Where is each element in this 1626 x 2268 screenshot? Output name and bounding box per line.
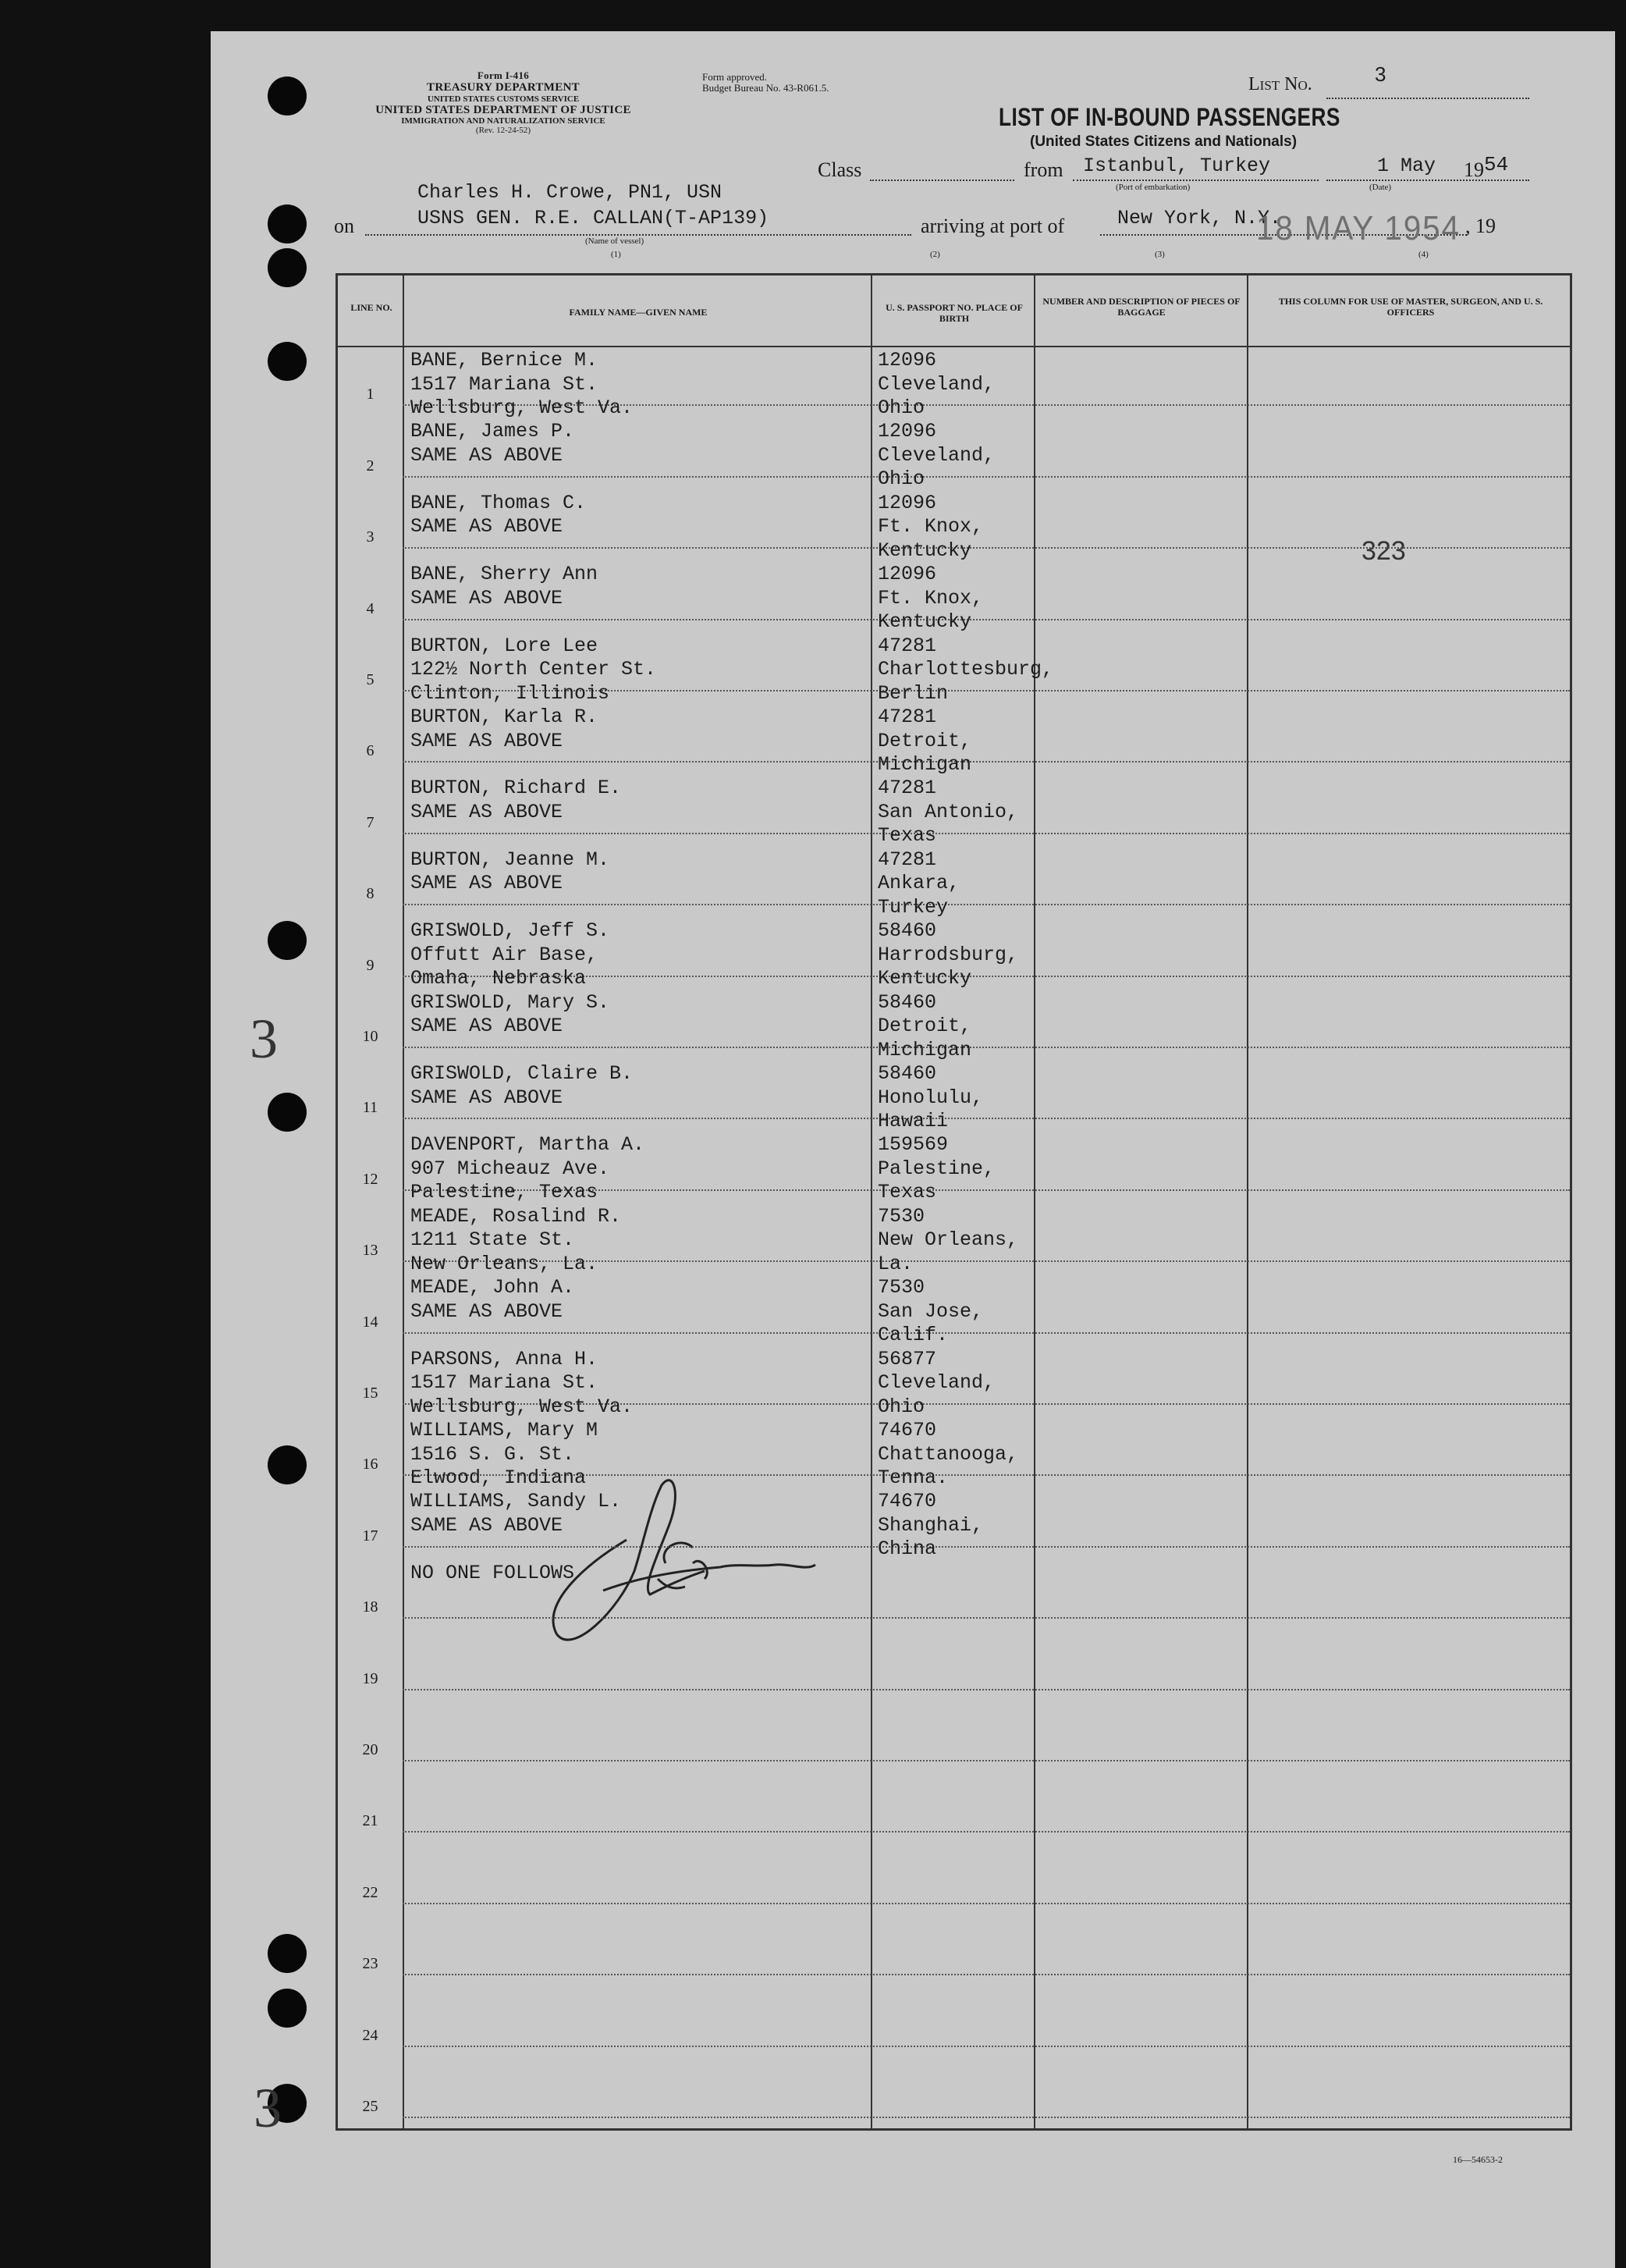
passport-birthplace <box>878 991 971 1063</box>
place-of-birth: New Orleans, <box>878 1228 1019 1252</box>
passenger-name: MEADE, John A. <box>410 1276 575 1299</box>
embark-line <box>1073 180 1319 181</box>
place-of-birth: La. <box>878 1252 914 1275</box>
row-rule <box>403 1974 1570 1975</box>
from-label: from <box>1024 158 1063 181</box>
line-number: 8 <box>366 885 375 903</box>
reporting-officer: Charles H. Crowe, PN1, USN <box>417 181 722 204</box>
passenger-name: WILLIAMS, Mary M <box>410 1419 598 1441</box>
passenger-address: 122½ North Center St. <box>410 658 657 681</box>
passport-birthplace <box>878 349 995 421</box>
passport-number: 7530 <box>878 1276 925 1299</box>
place-of-birth: Kentucky <box>878 610 972 634</box>
passenger-entry <box>410 1205 621 1277</box>
line-number: 12 <box>362 1170 378 1188</box>
punch-hole <box>268 1934 307 1973</box>
passport-number: 47281 <box>878 848 937 871</box>
passport-birthplace <box>878 1276 983 1348</box>
place-of-birth: Calif. <box>878 1324 949 1347</box>
passenger-address: 1517 Mariana St. <box>410 1371 598 1395</box>
passport-number: 47281 <box>878 777 937 800</box>
place-of-birth: Texas <box>878 1181 937 1204</box>
row-rule <box>403 1118 1570 1119</box>
row-rule <box>403 619 1570 620</box>
place-of-birth: Ft. Knox, <box>878 515 984 539</box>
line-number: 4 <box>366 599 375 617</box>
line-number: 24 <box>362 2026 378 2044</box>
margin-note: 3 <box>250 1008 278 1070</box>
passenger-name: BURTON, Lore Lee <box>410 634 598 657</box>
passport-birthplace <box>878 919 1018 991</box>
passenger-address: 1517 Mariana St. <box>410 372 598 396</box>
line-number: 6 <box>366 742 375 760</box>
customs-service: UNITED STATES CUSTOMS SERVICE <box>427 94 580 104</box>
passport-number: 12096 <box>878 563 937 586</box>
passport-birthplace <box>878 1348 995 1420</box>
date-line <box>1326 180 1529 181</box>
passport-number: 58460 <box>878 919 937 943</box>
form-approval <box>702 72 829 94</box>
passenger-address: 907 Micheauz Ave. <box>410 1157 610 1180</box>
punch-hole <box>268 1445 307 1484</box>
no-one-follows: NO ONE FOLLOWS <box>410 1562 575 1584</box>
passenger-entry <box>410 563 598 610</box>
passport-number: 58460 <box>878 990 937 1014</box>
passport-birthplace <box>878 706 971 777</box>
place-of-birth: San Antonio, <box>878 800 1019 823</box>
row-rule <box>403 1903 1570 1904</box>
place-of-birth: Ohio <box>878 467 925 491</box>
line-number: 15 <box>362 1385 378 1402</box>
form-header-left <box>324 70 683 136</box>
passport-birthplace <box>878 1205 1018 1277</box>
line-number: 7 <box>366 813 375 831</box>
passenger-entry <box>410 1062 633 1110</box>
place-of-birth: Detroit, <box>878 1015 972 1038</box>
row-rule <box>403 1047 1570 1048</box>
page-subtitle: (United States Citizens and Nationals) <box>1030 133 1298 150</box>
revision-date: (Rev. 12-24-52) <box>475 126 531 136</box>
passenger-address: SAME AS ABOVE <box>410 1086 563 1109</box>
line-number: 1 <box>366 386 375 403</box>
col-divider <box>1247 276 1248 2128</box>
row-rule <box>403 1831 1570 1833</box>
passenger-address: Wellsburg, West Va. <box>410 396 634 419</box>
passenger-entry <box>410 1490 621 1537</box>
passport-number: 47281 <box>878 706 937 728</box>
place-of-birth: Charlottesburg, <box>878 658 1054 681</box>
place-of-birth: Hawaii <box>878 1110 949 1132</box>
passport-number: 74670 <box>878 1490 937 1513</box>
row-rule <box>403 2117 1570 2118</box>
passenger-address: Elwood, Indiana <box>410 1466 587 1489</box>
passenger-name: BANE, Bernice M. <box>410 349 598 371</box>
place-of-birth: Tenna. <box>878 1466 949 1489</box>
passenger-address: Clinton, Illinois <box>410 681 610 705</box>
place-of-birth: Harrodsburg, <box>878 943 1019 966</box>
col-divider <box>871 276 872 2128</box>
footer-code: 16—54653-2 <box>1453 2154 1503 2165</box>
passenger-entry <box>410 848 609 896</box>
caption-3: (3) <box>1155 250 1165 259</box>
passport-birthplace <box>878 563 983 635</box>
passenger-address: SAME AS ABOVE <box>410 729 563 752</box>
treasury-dept: TREASURY DEPARTMENT <box>427 81 580 94</box>
passenger-entry <box>410 1133 644 1205</box>
passport-number: 12096 <box>878 491 937 514</box>
passenger-name: BURTON, Richard E. <box>410 777 622 800</box>
line-number: 21 <box>362 1812 378 1830</box>
passenger-address: 1516 S. G. St. <box>410 1442 575 1466</box>
on-label: on <box>334 215 354 237</box>
place-of-birth: Ohio <box>878 1395 925 1418</box>
passenger-name: GRISWOLD, Mary S. <box>410 990 610 1014</box>
passenger-address: SAME AS ABOVE <box>410 800 563 823</box>
place-of-birth: Palestine, <box>878 1157 996 1180</box>
row-rule <box>403 1617 1570 1619</box>
place-of-birth: Kentucky <box>878 967 972 990</box>
col-header-officers: THIS COLUMN FOR USE OF MASTER, SURGEON, AND U. S. OFFICERS <box>1278 296 1543 318</box>
passenger-entry <box>410 1348 633 1420</box>
embark-caption: (Port of embarkation) <box>1116 183 1191 192</box>
col-header-passport: U. S. PASSPORT NO. PLACE OF BIRTH <box>886 302 1023 325</box>
line-number: 5 <box>366 671 375 688</box>
place-of-birth: Shanghai, <box>878 1513 984 1537</box>
line-number: 16 <box>362 1456 378 1473</box>
col-divider <box>1034 276 1035 2128</box>
line-number: 14 <box>362 1313 378 1331</box>
passport-birthplace <box>878 635 1053 706</box>
passport-birthplace <box>878 420 995 492</box>
class-label: Class <box>818 158 862 181</box>
passenger-entry <box>410 420 574 467</box>
punch-hole <box>268 1093 307 1132</box>
passenger-entry <box>410 1419 598 1491</box>
embark-date: 1 May <box>1377 155 1436 177</box>
place-of-birth: Ft. Knox, <box>878 586 984 610</box>
passenger-entry <box>410 1276 574 1324</box>
line-number: 19 <box>362 1669 378 1687</box>
passenger-address: SAME AS ABOVE <box>410 1015 563 1038</box>
row-rule <box>403 904 1570 905</box>
header-rule <box>338 346 1570 347</box>
col-header-baggage: NUMBER AND DESCRIPTION OF PIECES OF BAGGAGE <box>1042 296 1241 318</box>
officer-note: 323 <box>1362 536 1406 566</box>
justice-dept: UNITED STATES DEPARTMENT OF JUSTICE <box>375 103 631 116</box>
form-number: Form I-416 <box>477 69 530 81</box>
passport-birthplace <box>878 848 960 920</box>
passport-number: 56877 <box>878 1347 937 1370</box>
line-number: 25 <box>362 2098 378 2115</box>
vessel-name: USNS GEN. R.E. CALLAN(T-AP139) <box>417 207 769 229</box>
passenger-address: 1211 State St. <box>410 1228 575 1252</box>
approved-text: Form approved. <box>702 71 768 83</box>
passenger-name: BURTON, Jeanne M. <box>410 848 610 871</box>
place-of-birth: Michigan <box>878 753 972 776</box>
line-number: 3 <box>366 528 375 546</box>
col-divider <box>403 276 404 2128</box>
passenger-address: SAME AS ABOVE <box>410 1513 563 1537</box>
caption-1: (1) <box>611 250 621 259</box>
caption-2: (2) <box>930 250 940 259</box>
col-header-name: FAMILY NAME—GIVEN NAME <box>569 307 708 318</box>
passenger-name: BANE, Sherry Ann <box>410 563 598 586</box>
punch-hole <box>268 1989 307 2028</box>
punch-hole <box>268 76 307 116</box>
line-number: 9 <box>366 956 375 974</box>
passenger-address: Omaha, Nebraska <box>410 967 587 990</box>
passport-birthplace <box>878 1133 995 1205</box>
passenger-name: GRISWOLD, Claire B. <box>410 1062 634 1085</box>
row-rule <box>403 547 1570 549</box>
passport-number: 159569 <box>878 1133 949 1157</box>
passenger-entry <box>410 492 586 539</box>
passenger-address: Palestine, Texas <box>410 1181 598 1204</box>
passenger-address: SAME AS ABOVE <box>410 872 563 895</box>
place-of-birth: Michigan <box>878 1038 972 1061</box>
margin-note: 3 <box>254 2077 282 2139</box>
vessel-caption: (Name of vessel) <box>585 236 644 246</box>
passenger-entry <box>410 777 621 824</box>
passport-birthplace <box>878 1490 983 1562</box>
passenger-name: DAVENPORT, Martha A. <box>410 1133 645 1157</box>
place-of-birth: Cleveland, <box>878 372 996 396</box>
passport-number: 58460 <box>878 1062 937 1085</box>
punch-hole <box>268 204 307 244</box>
passenger-name: WILLIAMS, Sandy L. <box>410 1490 622 1513</box>
place-of-birth: Cleveland, <box>878 1371 996 1395</box>
line-number: 13 <box>362 1242 378 1260</box>
passenger-address: Offutt Air Base, <box>410 943 598 966</box>
place-of-birth: Detroit, <box>878 729 972 752</box>
passport-number: 47281 <box>878 634 937 657</box>
punch-hole <box>268 921 307 960</box>
passport-birthplace <box>878 777 1018 848</box>
passenger-address: SAME AS ABOVE <box>410 586 563 610</box>
list-no-line <box>1326 98 1529 99</box>
line-number: 22 <box>362 1883 378 1901</box>
arriving-label: arriving at port of <box>921 215 1065 237</box>
passport-birthplace <box>878 492 983 563</box>
place-of-birth: Texas <box>878 824 937 848</box>
passenger-name: BANE, James P. <box>410 420 575 443</box>
passenger-entry <box>410 635 656 706</box>
vessel-line <box>365 234 911 236</box>
passenger-address: New Orleans, La. <box>410 1252 598 1275</box>
line-number: 23 <box>362 1955 378 1973</box>
year-suffix: 54 <box>1484 153 1509 176</box>
caption-4: (4) <box>1418 250 1429 259</box>
passport-number: 7530 <box>878 1204 925 1228</box>
row-rule <box>403 761 1570 763</box>
place-of-birth: Ohio <box>878 396 925 419</box>
passenger-name: PARSONS, Anna H. <box>410 1347 598 1370</box>
list-no: 3 <box>1375 62 1386 86</box>
port-of-embarkation: Istanbul, Turkey <box>1083 155 1271 177</box>
passport-number: 12096 <box>878 420 937 443</box>
passenger-name: GRISWOLD, Jeff S. <box>410 919 610 943</box>
place-of-birth: Cleveland, <box>878 443 996 467</box>
arrival-port: New York, N.Y. <box>1117 207 1282 229</box>
year-trailer: , 19 <box>1465 215 1496 237</box>
line-number: 2 <box>366 457 375 475</box>
passenger-entry <box>410 991 609 1039</box>
row-rule <box>403 2046 1570 2047</box>
passenger-address: Wellsburg, West Va. <box>410 1395 634 1418</box>
list-no-label: List No. <box>1248 74 1312 94</box>
row-rule <box>403 1546 1570 1548</box>
year-prefix: 19 <box>1464 158 1484 181</box>
place-of-birth: Ankara, <box>878 872 960 895</box>
line-number: 18 <box>362 1598 378 1616</box>
line-number: 20 <box>362 1741 378 1758</box>
passenger-name: MEADE, Rosalind R. <box>410 1204 622 1228</box>
passport-birthplace <box>878 1062 983 1134</box>
passenger-table <box>335 273 1572 2131</box>
passenger-address: SAME AS ABOVE <box>410 515 563 539</box>
passenger-entry <box>410 706 598 753</box>
passenger-address: SAME AS ABOVE <box>410 1299 563 1323</box>
place-of-birth: China <box>878 1537 937 1561</box>
place-of-birth: Turkey <box>878 895 949 919</box>
line-number: 11 <box>362 1099 378 1117</box>
line-number: 17 <box>362 1527 378 1545</box>
page-title: LIST OF IN-BOUND PASSENGERS <box>999 103 1340 131</box>
arrival-date-stamp: 18 MAY 1954 <box>1256 209 1461 247</box>
passport-number: 12096 <box>878 349 937 371</box>
row-rule <box>403 1760 1570 1761</box>
place-of-birth: Chattanooga, <box>878 1442 1019 1466</box>
budget-text: Budget Bureau No. 43-R061.5. <box>702 82 829 94</box>
passenger-entry <box>410 349 633 421</box>
passport-number: 74670 <box>878 1419 937 1441</box>
date-caption: (Date) <box>1369 183 1392 192</box>
place-of-birth: Honolulu, <box>878 1086 984 1109</box>
passport-birthplace <box>878 1419 1018 1491</box>
class-line <box>870 180 1014 181</box>
col-header-line-no: LINE NO. <box>350 302 392 313</box>
passenger-name: BANE, Thomas C. <box>410 491 587 514</box>
punch-hole <box>268 342 307 381</box>
row-rule <box>403 1689 1570 1690</box>
place-of-birth: Berlin <box>878 681 949 705</box>
passenger-name: BURTON, Karla R. <box>410 706 598 728</box>
place-of-birth: Kentucky <box>878 539 972 562</box>
punch-hole <box>268 248 307 287</box>
passenger-entry <box>410 919 609 991</box>
place-of-birth: San Jose, <box>878 1299 984 1323</box>
line-number: 10 <box>362 1028 378 1045</box>
ins-service: IMMIGRATION AND NATURALIZATION SERVICE <box>401 116 605 126</box>
passenger-address: SAME AS ABOVE <box>410 443 563 467</box>
row-rule <box>403 1332 1570 1334</box>
